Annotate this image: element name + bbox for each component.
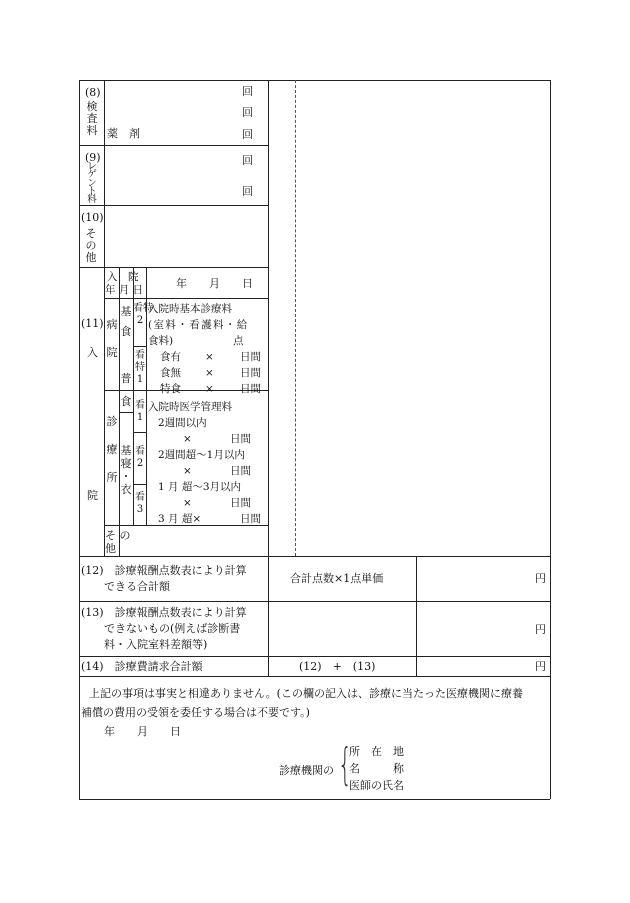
count-unit: 回	[242, 128, 253, 141]
meal-with: 食有	[160, 351, 181, 363]
yen-unit: 円	[535, 572, 546, 585]
section-10-label: そ の 他	[85, 227, 97, 264]
period-1m-3m: 1 月 超〜3月以内	[158, 481, 242, 493]
other-label: そ の 他	[105, 529, 131, 555]
section-13-label: (13) 診療報酬点数表により計算	[81, 606, 247, 619]
days-unit: 日間	[230, 497, 251, 509]
grand-total-formula: (12) + (13)	[299, 660, 376, 673]
points-unit: 点	[233, 335, 244, 347]
section-13-label-3: 料・入院室料差額等)	[104, 638, 208, 651]
yen-unit: 円	[535, 660, 546, 673]
section-14-label: (14) 診療費請求合計額	[81, 660, 203, 673]
meal-label: 食	[120, 395, 132, 408]
basic-bedding-label: 基 寝 ・ 衣	[120, 444, 132, 496]
nursing-special-1-label: 看 特 1	[135, 350, 145, 385]
certification-text: 上記の事項は事実と相違ありません。(この欄の記入は、診療に当たった医療機関に療養	[89, 687, 523, 700]
total-points-formula: 合計点数×1点単価	[290, 572, 384, 585]
admission-date-field: 年 月 日	[176, 277, 253, 290]
section-11-label-bottom: 院	[87, 489, 98, 502]
count-unit: 回	[242, 85, 253, 98]
days-unit: 日間	[240, 513, 261, 525]
brace-icon: {	[338, 739, 352, 790]
section-11-label-top: 入	[87, 346, 98, 359]
section-11-number: (11)	[81, 317, 104, 330]
medical-mgmt-title: 入院時医学管理料	[148, 401, 232, 413]
nursing-1-label: 看 1	[135, 400, 145, 423]
section-13-label-2: できないもの(例えば診断書	[104, 622, 241, 635]
section-10-number: (10)	[81, 211, 104, 224]
nursing-3-label: 看 3	[135, 492, 145, 515]
section-8-drug-label: 薬 剤	[107, 127, 140, 140]
period-2w-1m: 2週間超〜1月以内	[158, 449, 245, 461]
address-label: 所 在 地	[349, 745, 404, 758]
days-unit: 日間	[230, 433, 251, 445]
section-9-number: (9)	[85, 151, 101, 164]
basic-fee-detail-2: 食料)	[148, 335, 174, 347]
ordinary-label: 普	[120, 372, 132, 385]
count-unit: 回	[242, 154, 253, 167]
meal-special: 特食	[160, 383, 181, 395]
days-unit: 日間	[230, 465, 251, 477]
times-sign: ×	[205, 367, 214, 379]
nursing-special-2-label: 看特 2	[133, 303, 153, 326]
hospital-label: 病 院	[106, 318, 118, 359]
certification-date: 年 月 日	[104, 725, 181, 738]
times-sign: ×	[205, 383, 214, 395]
times-sign: ×	[205, 351, 214, 363]
section-12-label-2: できる合計額	[104, 580, 170, 593]
basic-meal-label: 基 食	[120, 305, 132, 338]
days-unit: 日間	[240, 351, 261, 363]
times-sign: ×	[183, 433, 192, 445]
basic-fee-detail: (室料・看護料・給	[148, 319, 249, 331]
days-unit: 日間	[240, 383, 261, 395]
institution-label: 診療機関の	[279, 764, 334, 777]
days-unit: 日間	[240, 367, 261, 379]
count-unit: 回	[242, 185, 253, 198]
section-12-label: (12) 診療報酬点数表により計算	[81, 564, 247, 577]
doctor-name-label: 医師の氏名	[349, 779, 404, 792]
basic-fee-title: 入院時基本診療料	[148, 303, 232, 315]
certification-text-2: 補償の費用の受領を委任する場合は不要です。)	[81, 706, 310, 719]
times-sign: ×	[183, 497, 192, 509]
count-unit: 回	[242, 106, 253, 119]
yen-unit: 円	[535, 623, 546, 636]
period-within-2w: 2週間以内	[158, 417, 207, 429]
clinic-label: 診 療 所	[106, 415, 118, 484]
section-8-label: 検 査 料	[86, 100, 98, 137]
meal-without: 食無	[160, 367, 181, 379]
period-over-3m: 3 月 超×	[158, 513, 202, 525]
section-8-number: (8)	[85, 86, 101, 99]
name-label: 名 称	[349, 762, 404, 775]
admission-date-head: 入 院	[107, 271, 139, 283]
section-9-label: レ ゲ ン ト 料	[87, 161, 97, 206]
admission-date-head-units: 年 月 日	[105, 284, 144, 296]
times-sign: ×	[183, 465, 192, 477]
nursing-2-label: 看 2	[135, 446, 145, 469]
